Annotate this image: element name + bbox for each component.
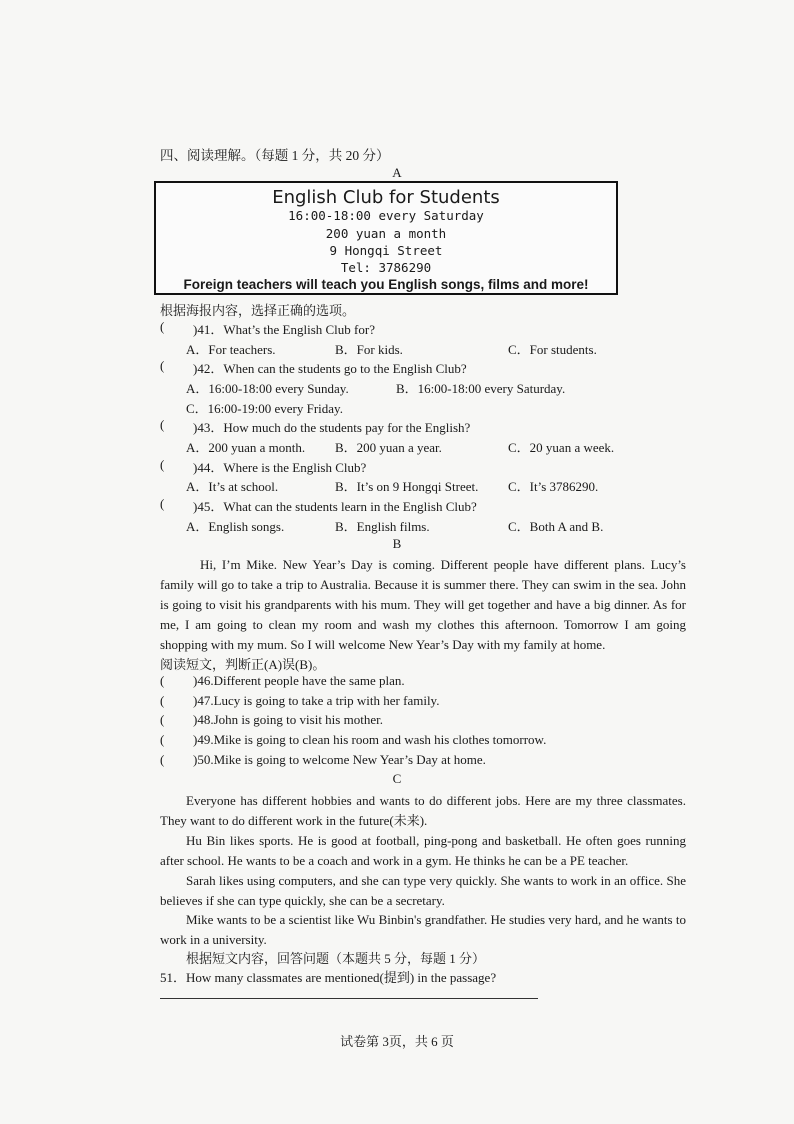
option-43-b: B．200 yuan a year. [335, 440, 442, 455]
page-footer: 试卷第 3页，共 6 页 [340, 1034, 454, 1049]
statement-50: )50.Mike is going to welcome New Year’s Day at home. [193, 752, 486, 767]
question-42: )42．When can the students go to the English Club? [193, 361, 467, 376]
option-44-a: A．It’s at school. [186, 479, 279, 494]
part-b-label: B [392, 536, 402, 551]
answer-paren: ( [160, 732, 165, 747]
passage-paragraph: Hu Bin likes sports. He is good at football, ping-pong and basketball. He often goes running after school. He wants to be a coach and work in a gym. He thinks he can be a PE teacher. [160, 832, 686, 868]
answer-line[interactable] [160, 998, 538, 999]
option-45-b: B．English films. [335, 519, 430, 534]
poster-title: English Club for Students [272, 187, 500, 208]
answer-paren: ( [160, 693, 165, 708]
option-41-c: C．For students. [508, 342, 597, 357]
option-41-a: A．For teachers. [186, 342, 276, 357]
question-44: )44．Where is the English Club? [193, 460, 367, 475]
answer-paren: ( [160, 752, 165, 767]
part-a-label: A [392, 165, 402, 180]
option-44-c: C．It’s 3786290. [508, 479, 599, 494]
section-heading: 四、阅读理解。（每题 1 分，共 20 分） [160, 148, 390, 163]
option-42-c: C．16:00-19:00 every Friday. [186, 401, 343, 416]
part-b-passage [160, 555, 686, 655]
part-a-instruction: 根据海报内容，选择正确的选项。 [160, 303, 356, 318]
option-41-b: B．For kids. [335, 342, 403, 357]
option-44-b: B．It’s on 9 Hongqi Street. [335, 479, 479, 494]
poster-time: 16:00-18:00 every Saturday [288, 208, 484, 223]
option-43-c: C．20 yuan a week. [508, 440, 615, 455]
option-43-a: A．200 yuan a month. [186, 440, 306, 455]
answer-paren: ( [160, 496, 165, 511]
answer-paren: ( [160, 319, 165, 334]
passage-paragraph: Everyone has different hobbies and wants to do different jobs. Here are my three classmates. They want to do different work in the future(未来). [160, 793, 686, 828]
answer-paren: ( [160, 712, 165, 727]
question-41: )41．What’s the English Club for? [193, 322, 375, 337]
part-b-instruction: 阅读短文，判断正(A)误(B)。 [160, 657, 326, 672]
part-c-label: C [392, 771, 402, 786]
option-45-a: A．English songs. [186, 519, 285, 534]
question-51: 51．How many classmates are mentioned(提到) in the passage? [160, 970, 497, 985]
option-42-a: A．16:00-18:00 every Sunday. [186, 381, 349, 396]
statement-47: )47.Lucy is going to take a trip with her family. [193, 693, 440, 708]
part-c-instruction: 根据短文内容，回答问题（本题共 5 分，每题 1 分） [186, 951, 486, 966]
passage-paragraph: Sarah likes using computers, and she can type very quickly. She wants to work in an office. She believes if she can type quickly, she can be a secretary. [160, 872, 686, 908]
question-43: )43．How much do the students pay for the English? [193, 420, 471, 435]
option-42-b: B．16:00-18:00 every Saturday. [396, 381, 566, 396]
poster-tel: Tel: 3786290 [340, 260, 432, 275]
passage-paragraph: Hi, I’m Mike. New Year’s Day is coming. Different people have different plans. Lucy’s family will go to take a trip to Australia. Because it is summer there. They can swim in the sea. John is going to visit his grandparents with his mum. They will get together and have a big dinner. As for me, I am going to clean my room and wash my clothes this afternoon. Tomorrow I am going shopping with my mum. So I will welcome New Year’s Day with my family at home. [160, 557, 686, 652]
answer-paren: ( [160, 673, 165, 688]
poster-address: 9 Hongqi Street [329, 243, 443, 258]
answer-paren: ( [160, 417, 165, 432]
poster-price: 200 yuan a month [325, 226, 447, 241]
answer-paren: ( [160, 358, 165, 373]
question-45: )45．What can the students learn in the English Club? [193, 499, 477, 514]
passage-paragraph: Mike wants to be a scientist like Wu Binbin's grandfather. He studies very hard, and he wants to work in a university. [160, 912, 686, 948]
club-poster [154, 181, 618, 295]
option-45-c: C．Both A and B. [508, 519, 604, 534]
statement-46: )46.Different people have the same plan. [193, 673, 405, 688]
statement-48: )48.John is going to visit his mother. [193, 712, 383, 727]
part-c-passage [160, 791, 686, 950]
answer-paren: ( [160, 457, 165, 472]
statement-49: )49.Mike is going to clean his room and wash his clothes tomorrow. [193, 732, 547, 747]
poster-slogan: Foreign teachers will teach you English songs, films and more! [183, 277, 589, 292]
